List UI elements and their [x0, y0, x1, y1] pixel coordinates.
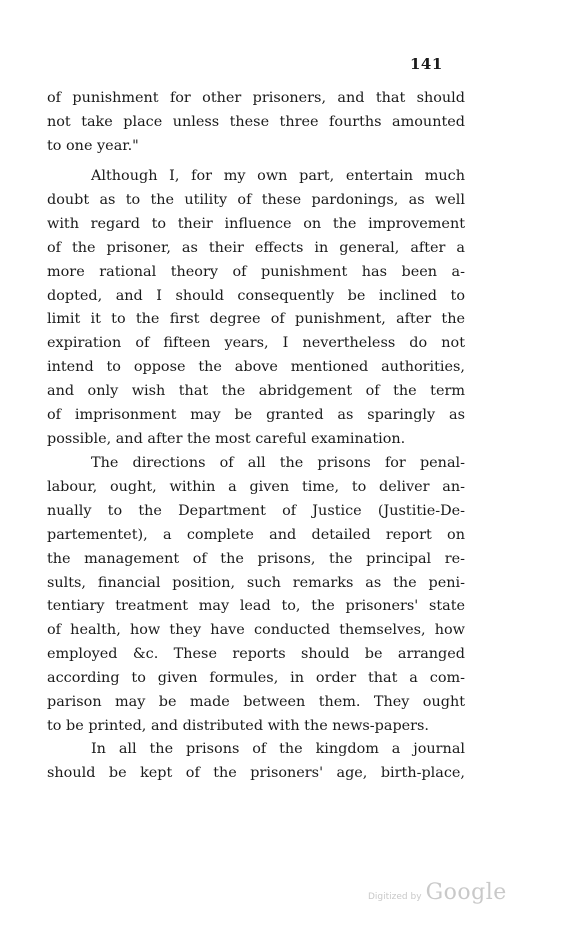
text-line: doubt as to the utility of these pardonings, as well [47, 191, 465, 208]
text-line: not take place unless these three fourths amounted [47, 113, 465, 130]
text-line: employed &c. These reports should be arranged [47, 646, 465, 663]
text-line: labour, ought, within a given time, to deliver an- [47, 478, 465, 495]
text-line: of imprisonment may be granted as sparingly as [47, 407, 465, 424]
paragraph-2 [47, 165, 465, 452]
paragraph-3 [47, 452, 465, 739]
text-line: dopted, and I should consequently be inclined to [47, 287, 465, 304]
page-number: 141 [410, 55, 443, 73]
paragraph-1 [47, 87, 465, 159]
google-logo: Google [425, 880, 507, 905]
text-line: The directions of all the prisons for penal- [91, 455, 465, 471]
text-line: to be printed, and distributed with the news-papers. [47, 717, 430, 734]
text-line: and only wish that the abridgement of the term [47, 383, 465, 400]
text-line: tentiary treatment may lead to, the prisoners' state [47, 598, 465, 615]
text-line: more rational theory of punishment has been a- [47, 263, 465, 280]
text-line: intend to oppose the above mentioned authorities, [47, 359, 465, 376]
text-line: partementet), a complete and detailed report on [47, 526, 465, 543]
digitized-by-watermark [368, 880, 507, 905]
text-line: of health, how they have conducted themselves, how [47, 622, 465, 639]
text-line: according to given formules, in order that a com- [47, 670, 465, 687]
text-line: In all the prisons of the kingdom a journal [91, 741, 465, 757]
text-line: nually to the Department of Justice (Justitie-De- [47, 502, 465, 519]
text-line: expiration of fifteen years, I nevertheless do not [47, 335, 465, 352]
text-line: with regard to their influence on the improvement [47, 215, 465, 232]
watermark-prefix: Digitized by [368, 892, 422, 902]
paragraph-4 [47, 738, 465, 786]
text-line: Although I, for my own part, entertain much [91, 168, 465, 184]
text-line: parison may be made between them. They ought [47, 694, 465, 711]
text-line: of the prisoner, as their effects in general, after a [47, 239, 465, 256]
text-line: possible, and after the most careful examination. [47, 430, 406, 447]
text-line: the management of the prisons, the principal re- [47, 550, 465, 567]
text-line: sults, financial position, such remarks as the peni- [47, 574, 465, 591]
text-line: should be kept of the prisoners' age, birth-place, [47, 764, 465, 781]
text-line: to one year." [47, 137, 139, 154]
text-line: limit it to the first degree of punishment, after the [47, 311, 465, 328]
text-line: of punishment for other prisoners, and that should [47, 90, 465, 106]
